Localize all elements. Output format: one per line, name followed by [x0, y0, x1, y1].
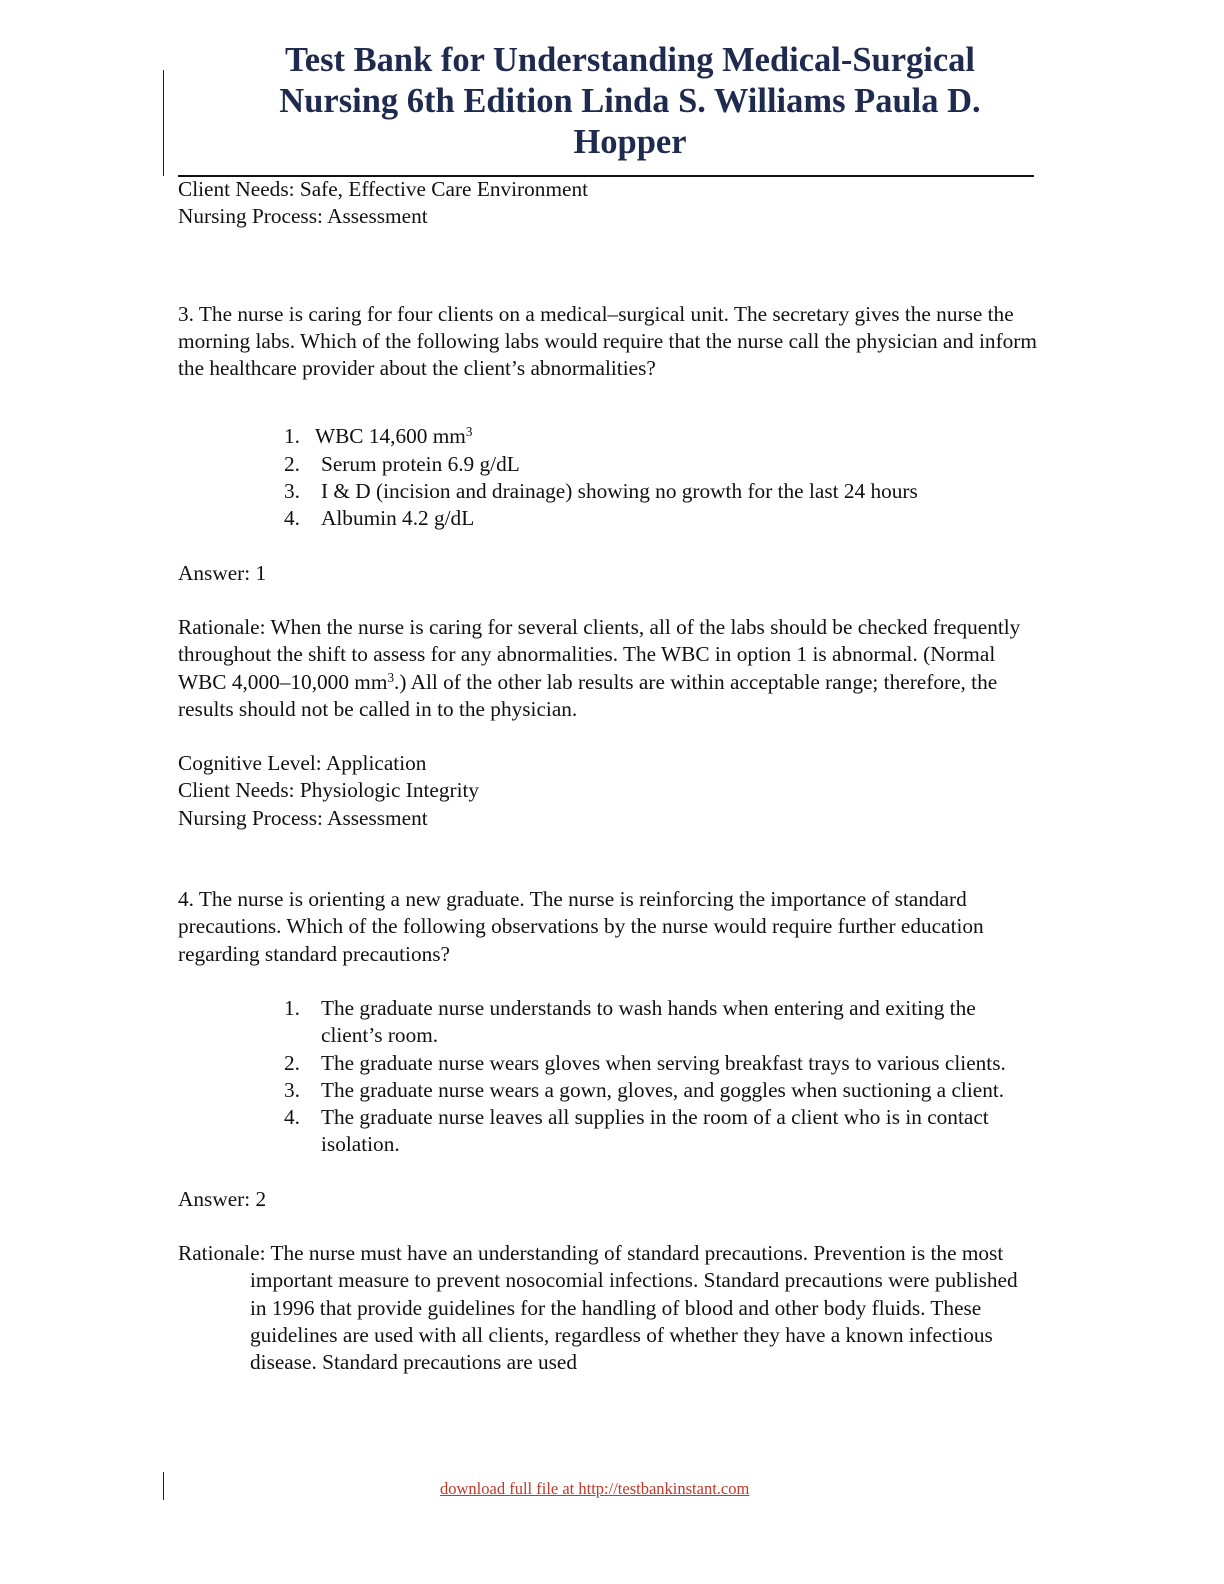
option-item [178, 505, 1038, 532]
option-number: 2. [284, 1050, 300, 1075]
question-3-stem: 3. The nurse is caring for four clients on a medical–surgical unit. The secretary gives the nurse the morning labs. Which of the following labs would require that the nurse call the physician and inform the healthcare provider about the client’s abnormalities? [178, 301, 1037, 381]
option-text: WBC 14,600 mm [315, 424, 466, 449]
option-number: 4. [284, 1105, 300, 1130]
prev-nursing-process: Nursing Process: Assessment [178, 204, 428, 229]
option-text: The graduate nurse wears a gown, gloves, and goggles when suctioning a client. [321, 1077, 1005, 1102]
question-4-stem: 4. The nurse is orienting a new graduate. The nurse is reinforcing the importance of standard precautions. Which of the following observations by the nurse would require further education regarding standard precautions? [178, 887, 984, 966]
document-body [178, 176, 1038, 1377]
option-item [178, 1104, 1038, 1159]
option-number: 1. [284, 995, 300, 1020]
option-text: The graduate nurse leaves all supplies in the room of a client who is in contact isolation. [321, 1105, 989, 1157]
margin-change-bar-bottom [163, 1472, 164, 1500]
option-item [178, 423, 1038, 450]
option-item [178, 995, 1038, 1050]
option-item [178, 1050, 1038, 1077]
option-number: 3. [284, 1077, 300, 1102]
option-item [178, 451, 1038, 478]
prev-client-needs: Client Needs: Safe, Effective Care Environment [178, 177, 589, 201]
page-title: Test Bank for Understanding Medical-Surgical Nursing 6th Edition Linda S. Williams Paula D. Hopper [279, 41, 981, 161]
question-3-rationale [178, 614, 1038, 723]
margin-change-bar [163, 70, 164, 176]
question-3-client-needs: Client Needs: Physiologic Integrity [178, 778, 480, 803]
option-number: 3. [284, 479, 300, 504]
superscript: 3 [465, 424, 473, 440]
option-text: I & D (incision and drainage) showing no growth for the last 24 hours [321, 479, 918, 504]
option-text: The graduate nurse wears gloves when serving breakfast trays to various clients. [321, 1050, 1006, 1075]
question-3-cognitive-level: Cognitive Level: Application [178, 751, 427, 776]
rationale-text: Rationale: When the nurse is caring for several clients, all of the labs should be checked frequently throughout the shift to assess for any abnormalities. The WBC in option 1 is abnormal. (Normal WBC 4,000–10,000 mm [178, 614, 1021, 694]
option-text: Serum protein 6.9 g/dL [321, 451, 520, 476]
question-3-nursing-process: Nursing Process: Assessment [178, 805, 428, 830]
option-item [178, 478, 1038, 505]
option-text: The graduate nurse understands to wash hands when entering and exiting the client’s room. [321, 995, 976, 1048]
question-4-answer: Answer: 2 [178, 1186, 267, 1211]
download-link[interactable]: download full file at http://testbankinstant.com [440, 1479, 750, 1498]
option-item [178, 1077, 1038, 1104]
question-3-options [178, 423, 1038, 532]
superscript: 3 [387, 669, 395, 685]
option-text: Albumin 4.2 g/dL [321, 506, 475, 531]
question-4-options [178, 995, 1038, 1159]
question-3-answer: Answer: 1 [178, 560, 267, 585]
rationale-text-cont: .) All of the other lab results are within acceptable range; therefore, the results should not be called in to the physician. [178, 669, 998, 721]
question-4-rationale: Rationale: The nurse must have an understanding of standard precautions. Prevention is the most important measure to prevent nosocomial infections. Standard precautions were published in 1996 that provide guidelines for the handling of blood and other body fluids. These guidelines are used with all clients, regardless of whether they have a known infectious disease. Standard precautions are used [178, 1241, 1018, 1375]
option-number: 2. [284, 451, 300, 476]
option-number: 1. [284, 424, 300, 449]
option-number: 4. [284, 506, 300, 531]
